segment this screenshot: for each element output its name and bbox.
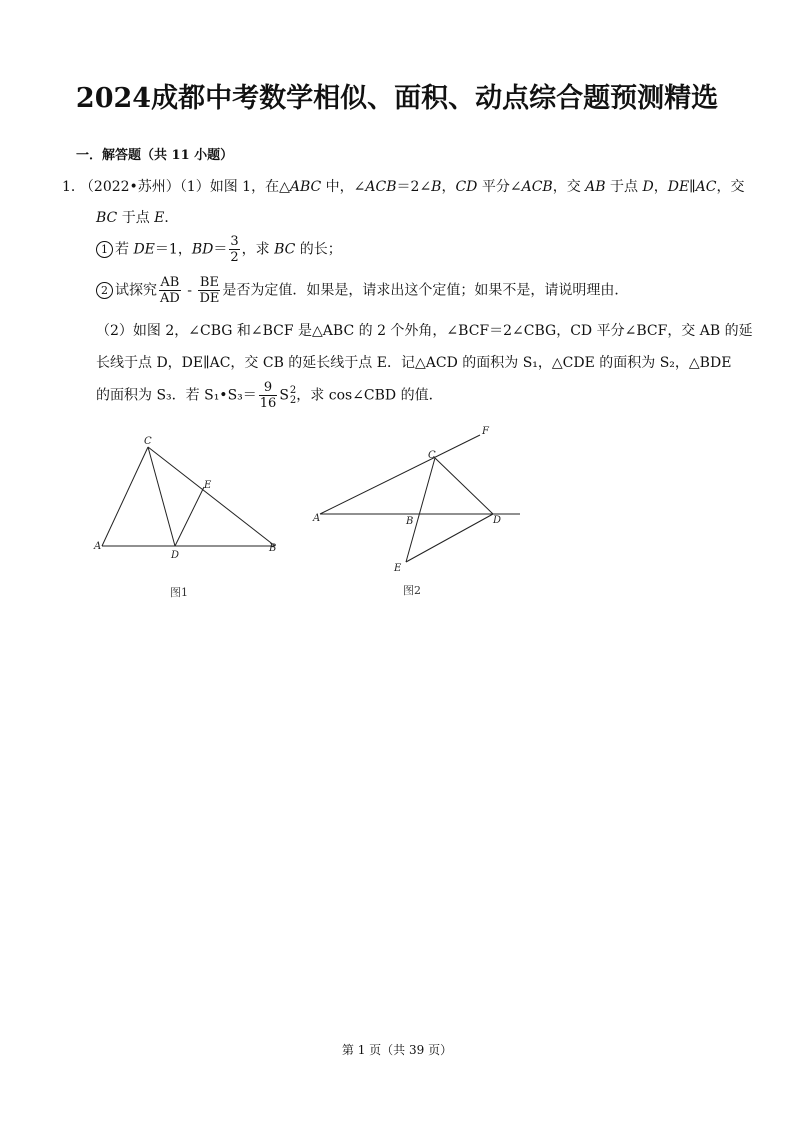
text: ． bbox=[164, 210, 179, 226]
text: ＝1， bbox=[154, 241, 192, 258]
label-f: F bbox=[482, 426, 489, 437]
question-1-line-1 bbox=[62, 176, 744, 196]
page-title: 2024成都中考数学相似、面积、动点综合题预测精选 bbox=[75, 83, 719, 114]
text: BD bbox=[191, 241, 214, 258]
page-footer: 第 1 页（共 39 页） bbox=[341, 1043, 453, 1057]
label-d: D bbox=[493, 515, 502, 526]
part-2-line-3 bbox=[96, 380, 443, 411]
label-a: A bbox=[94, 541, 102, 552]
text: ，求 cos∠CBD 的值． bbox=[296, 387, 443, 404]
fraction-denominator: 16 bbox=[259, 396, 277, 411]
text: - bbox=[182, 282, 197, 299]
circled-number-2: 2 bbox=[96, 282, 113, 299]
text: ACB bbox=[365, 179, 397, 195]
fraction-ab-ad bbox=[159, 275, 181, 306]
circled-number-1: 1 bbox=[96, 241, 113, 258]
text: DE bbox=[133, 241, 155, 258]
text: AC bbox=[695, 179, 717, 195]
text: ＝ bbox=[213, 241, 228, 258]
text: E bbox=[154, 210, 165, 226]
fraction-numerator: AB bbox=[160, 275, 180, 290]
text: BC bbox=[96, 210, 118, 226]
figure-2-caption: 图2 bbox=[403, 584, 421, 597]
segment-ac bbox=[102, 447, 148, 546]
text: 于点 bbox=[605, 179, 643, 195]
line-ce bbox=[406, 458, 435, 562]
text: 的长； bbox=[295, 241, 342, 258]
figure-1-caption: 图1 bbox=[170, 586, 188, 599]
text: 中，∠ bbox=[321, 179, 366, 195]
text: AB bbox=[585, 179, 606, 195]
text: ， bbox=[653, 179, 668, 195]
question-1-line-2 bbox=[96, 207, 178, 227]
text: BC bbox=[274, 241, 296, 258]
text: CD bbox=[455, 179, 478, 195]
segment-de bbox=[175, 487, 204, 546]
text: ， bbox=[441, 179, 456, 195]
text: 是否为定值．如果是，请求出这个定值；如果不是，请说明理由． bbox=[222, 282, 629, 299]
text: ，交 bbox=[552, 179, 586, 195]
segment-cd bbox=[148, 447, 175, 546]
text: D bbox=[642, 179, 654, 195]
fraction-numerator: BE bbox=[199, 275, 219, 290]
fraction-3-2 bbox=[229, 234, 239, 265]
line-acf bbox=[320, 435, 480, 514]
question-source: （2022•苏州） bbox=[86, 179, 180, 195]
subquestion-2 bbox=[96, 275, 628, 306]
label-d: D bbox=[171, 550, 180, 561]
question-number: 1． bbox=[62, 179, 85, 195]
segment-de bbox=[406, 514, 493, 562]
section-heading: 一．解答题（共 11 小题） bbox=[76, 148, 234, 163]
label-b: B bbox=[406, 516, 414, 527]
fraction-9-16 bbox=[259, 380, 278, 411]
fraction-denominator: DE bbox=[199, 291, 220, 306]
text: 试探究 bbox=[115, 282, 157, 299]
text: ∥ bbox=[689, 179, 696, 195]
text: DE bbox=[667, 179, 690, 195]
label-c: C bbox=[428, 450, 436, 461]
text: ，交 bbox=[716, 179, 745, 195]
segment-cb bbox=[148, 447, 275, 546]
text: ＝2∠ bbox=[396, 179, 432, 195]
text: S bbox=[279, 387, 289, 404]
superscript: 2 bbox=[289, 384, 297, 396]
text: B bbox=[431, 179, 442, 195]
text: ，求 bbox=[241, 241, 275, 258]
label-e: E bbox=[204, 480, 212, 491]
label-b: B bbox=[269, 543, 277, 554]
figure-2-diagram bbox=[310, 420, 530, 580]
label-e: E bbox=[394, 563, 402, 574]
fraction-be-de bbox=[198, 275, 220, 306]
fraction-numerator: 3 bbox=[230, 234, 239, 249]
subscript: 2 bbox=[289, 394, 297, 406]
part-2-line-2: 长线于点 D，DE∥AC，交 CB 的延长线于点 E．记△ACD 的面积为 S₁，△CDE 的面积为 S₂，△BDE bbox=[96, 355, 732, 371]
fraction-numerator: 9 bbox=[259, 380, 278, 396]
label-c: C bbox=[144, 436, 152, 447]
text: 若 bbox=[115, 241, 134, 258]
text: ACB bbox=[521, 179, 553, 195]
text: 于点 bbox=[117, 210, 155, 226]
subquestion-1 bbox=[96, 234, 342, 265]
text: （1）如图 1，在△ bbox=[179, 179, 290, 195]
label-a: A bbox=[313, 513, 321, 524]
fraction-denominator: AD bbox=[160, 291, 180, 306]
segment-cd bbox=[435, 458, 493, 514]
text: 平分∠ bbox=[477, 179, 522, 195]
text: 的面积为 S₃．若 S₁•S₃＝ bbox=[96, 387, 257, 404]
part-2-line-1: （2）如图 2，∠CBG 和∠BCF 是△ABC 的 2 个外角，∠BCF＝2∠CBG，CD 平分∠BCF，交 AB 的延 bbox=[96, 323, 753, 339]
figure-1-diagram bbox=[80, 430, 300, 570]
text: ABC bbox=[289, 179, 322, 195]
fraction-denominator: 2 bbox=[230, 250, 239, 265]
